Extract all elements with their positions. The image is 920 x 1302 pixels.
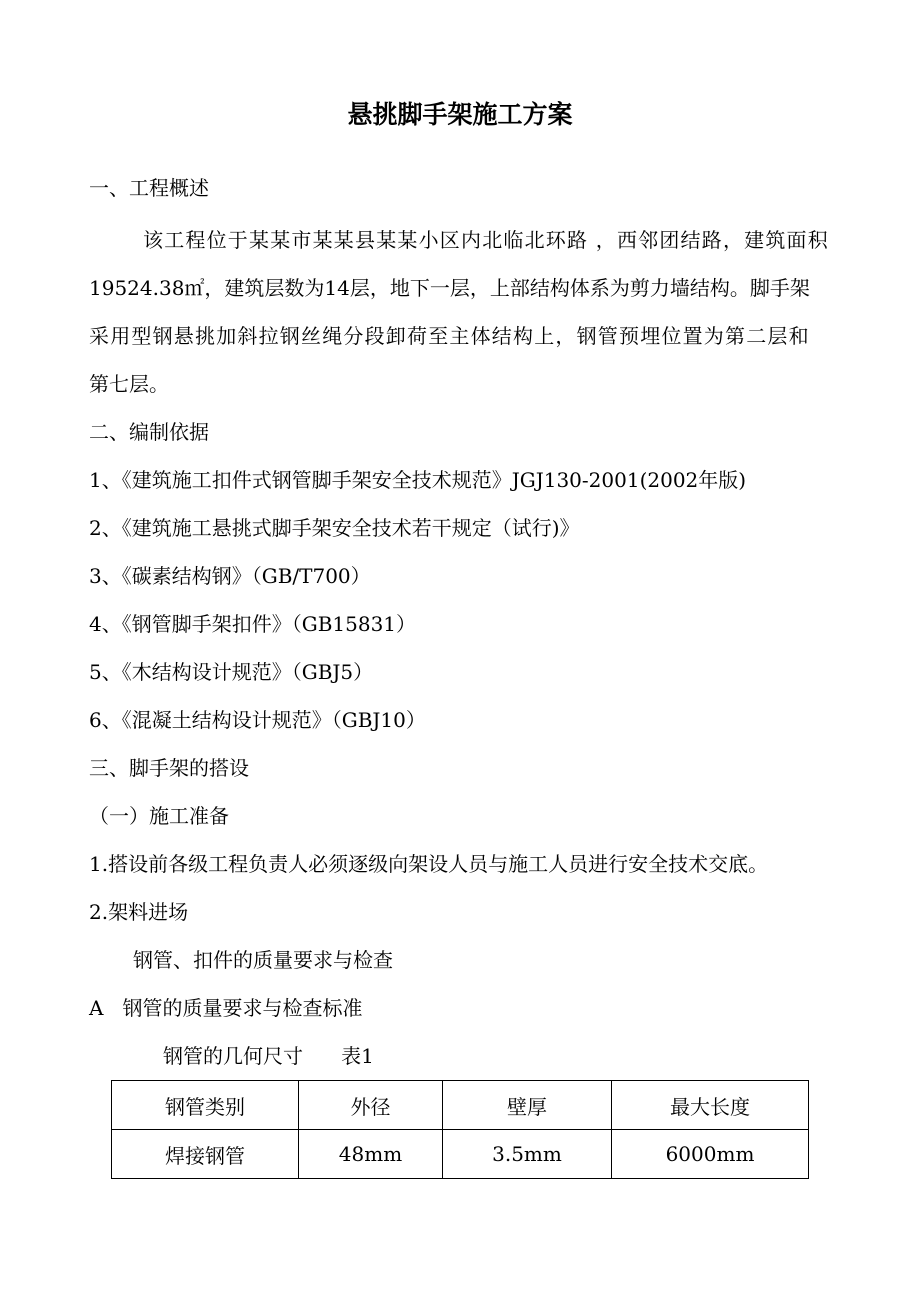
section-2-heading: 二、编制依据 — [89, 420, 209, 444]
table-cell: 48mm — [299, 1130, 443, 1179]
table-header-row — [112, 1081, 809, 1130]
subsection-heading: （一）施工准备 — [89, 804, 229, 828]
table-header-cell: 外径 — [299, 1081, 443, 1130]
preparation-item-1: 1.搭设前各级工程负责人必须逐级向架设人员与施工人员进行安全技术交底。 — [89, 852, 769, 876]
section-1-paragraph-line-1: 该工程位于某某市某某县某某小区内北临北环路 ，西邻团结路，建筑面积 — [143, 228, 829, 252]
table-header-cell: 最大长度 — [612, 1081, 809, 1130]
section-1-paragraph-line-2: 19524.38㎡，建筑层数为14层，地下一层，上部结构体系为剪力墙结构。脚手架 — [89, 276, 810, 300]
table-cell: 6000mm — [612, 1130, 809, 1179]
reference-item: 1、《建筑施工扣件式钢管脚手架安全技术规范》JGJ130-2001(2002年版) — [89, 468, 747, 492]
item-a-heading: A 钢管的质量要求与检查标准 — [89, 996, 363, 1020]
reference-item: 4、《钢管脚手架扣件》（GB15831） — [89, 612, 417, 636]
reference-item: 3、《碳素结构钢》（GB/T700） — [89, 564, 371, 588]
document-title: 悬挑脚手架施工方案 — [347, 100, 573, 129]
section-1-heading: 一、工程概述 — [89, 176, 209, 200]
table-caption: 钢管的几何尺寸 表1 — [163, 1044, 374, 1068]
section-3-heading: 三、脚手架的搭设 — [89, 756, 249, 780]
table-cell: 焊接钢管 — [112, 1130, 299, 1179]
preparation-item-2: 2.架料进场 — [89, 900, 189, 924]
reference-item: 5、《木结构设计规范》（GBJ5） — [89, 660, 374, 684]
table-row — [112, 1130, 809, 1179]
table-header-cell: 钢管类别 — [112, 1081, 299, 1130]
pipe-dimension-table — [111, 1080, 809, 1179]
reference-item: 2、《建筑施工悬挑式脚手架安全技术若干规定（试行)》 — [89, 516, 580, 540]
table-header-cell: 壁厚 — [443, 1081, 612, 1130]
reference-item: 6、《混凝土结构设计规范》（GBJ10） — [89, 708, 426, 732]
section-1-paragraph-line-4: 第七层。 — [89, 372, 169, 396]
table-cell: 3.5mm — [443, 1130, 612, 1179]
quality-subheading: 钢管、扣件的质量要求与检查 — [133, 948, 393, 972]
section-1-paragraph-line-3: 采用型钢悬挑加斜拉钢丝绳分段卸荷至主体结构上，钢管预埋位置为第二层和 — [89, 324, 810, 348]
